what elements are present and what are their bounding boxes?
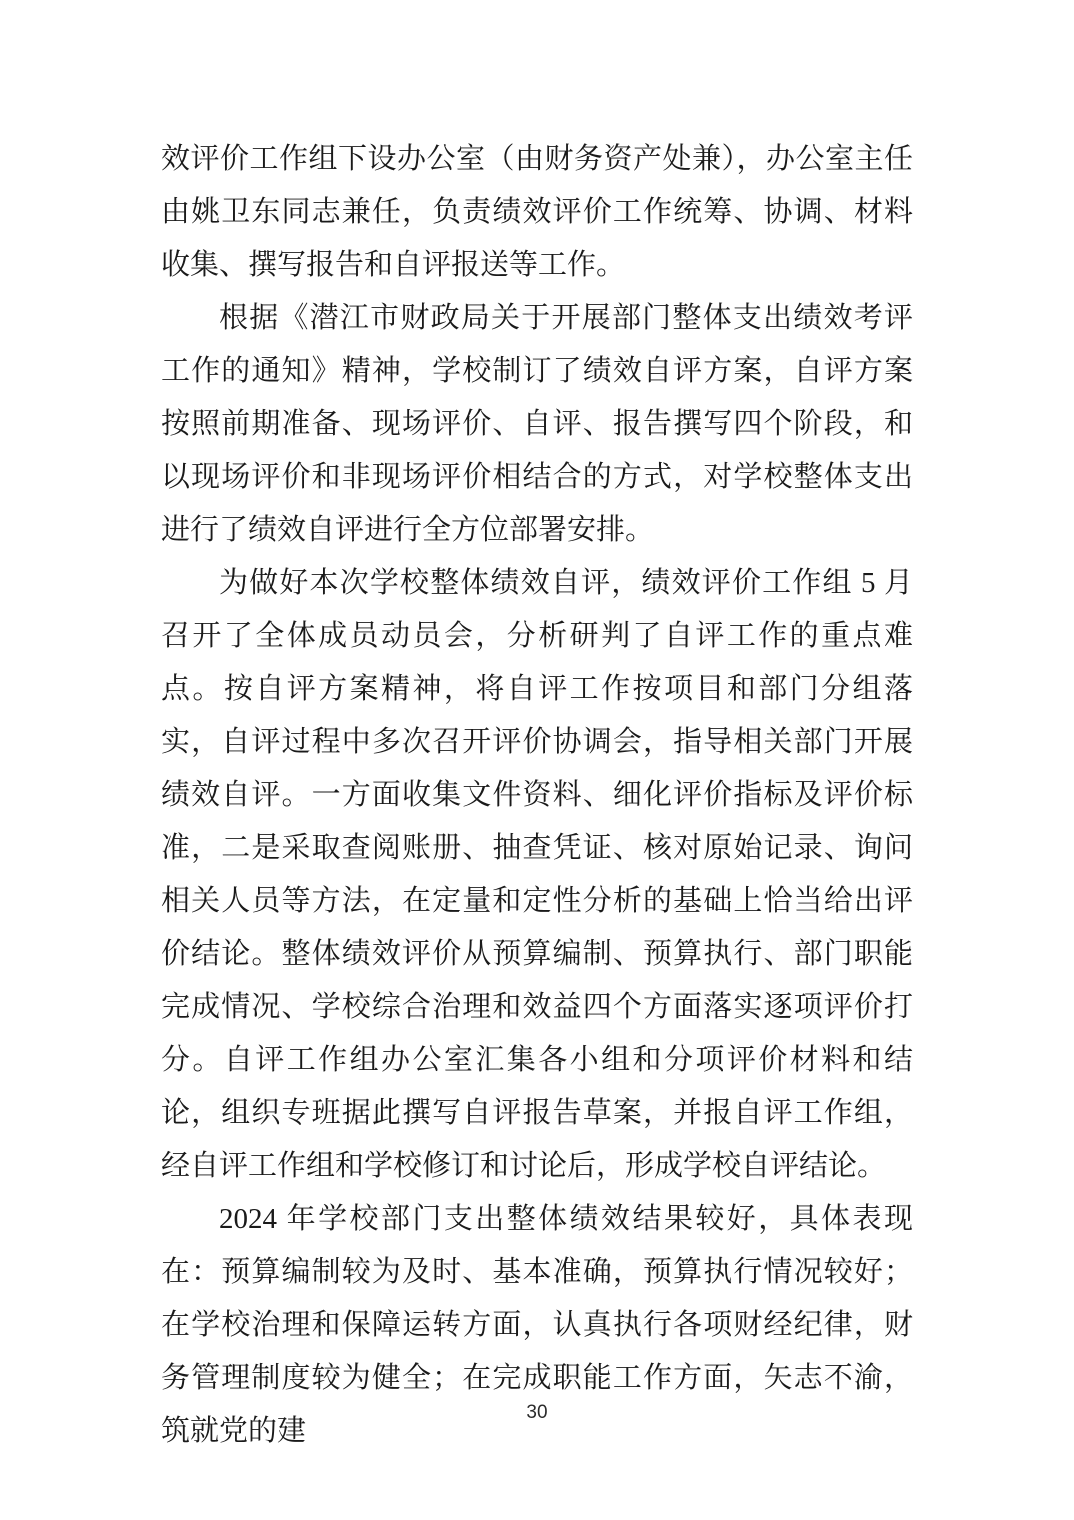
page-footer <box>0 1402 1074 1424</box>
document-body <box>161 133 913 1458</box>
paragraph: 为做好本次学校整体绩效自评，绩效评价工作组 5 月召开了全体成员动员会，分析研判了自评工作的重点难点。按自评方案精神，将自评工作按项目和部门分组落实，自评过程中多次召开评价协调会，指导相关部门开展绩效自评。一方面收集文件资料、细化评价指标及评价标准，二是采取查阅账册、抽查凭证、核对原始记录、询问相关人员等方法，在定量和定性分析的基础上恰当给出评价结论。整体绩效评价从预算编制、预算执行、部门职能完成情况、学校综合治理和效益四个方面落实逐项评价打分。自评工作组办公室汇集各小组和分项评价材料和结论，组织专班据此撰写自评报告草案，并报自评工作组，经自评工作组和学校修订和讨论后，形成学校自评结论。 <box>161 567 913 1182</box>
page-number: 30 <box>526 1402 548 1423</box>
paragraph: 根据《潜江市财政局关于开展部门整体支出绩效考评工作的通知》精神，学校制订了绩效自评方案，自评方案按照前期准备、现场评价、自评、报告撰写四个阶段，和以现场评价和非现场评价相结合的方式，对学校整体支出进行了绩效自评进行全方位部署安排。 <box>161 302 913 546</box>
paragraph: 2024 年学校部门支出整体绩效结果较好，具体表现在：预算编制较为及时、基本准确，预算执行情况较好；在学校治理和保障运转方面，认真执行各项财经纪律，财务管理制度较为健全；在完成职能工作方面，矢志不渝，筑就党的建 <box>161 1203 913 1447</box>
paragraph: 效评价工作组下设办公室（由财务资产处兼），办公室主任由姚卫东同志兼任，负责绩效评价工作统筹、协调、材料收集、撰写报告和自评报送等工作。 <box>161 143 913 281</box>
